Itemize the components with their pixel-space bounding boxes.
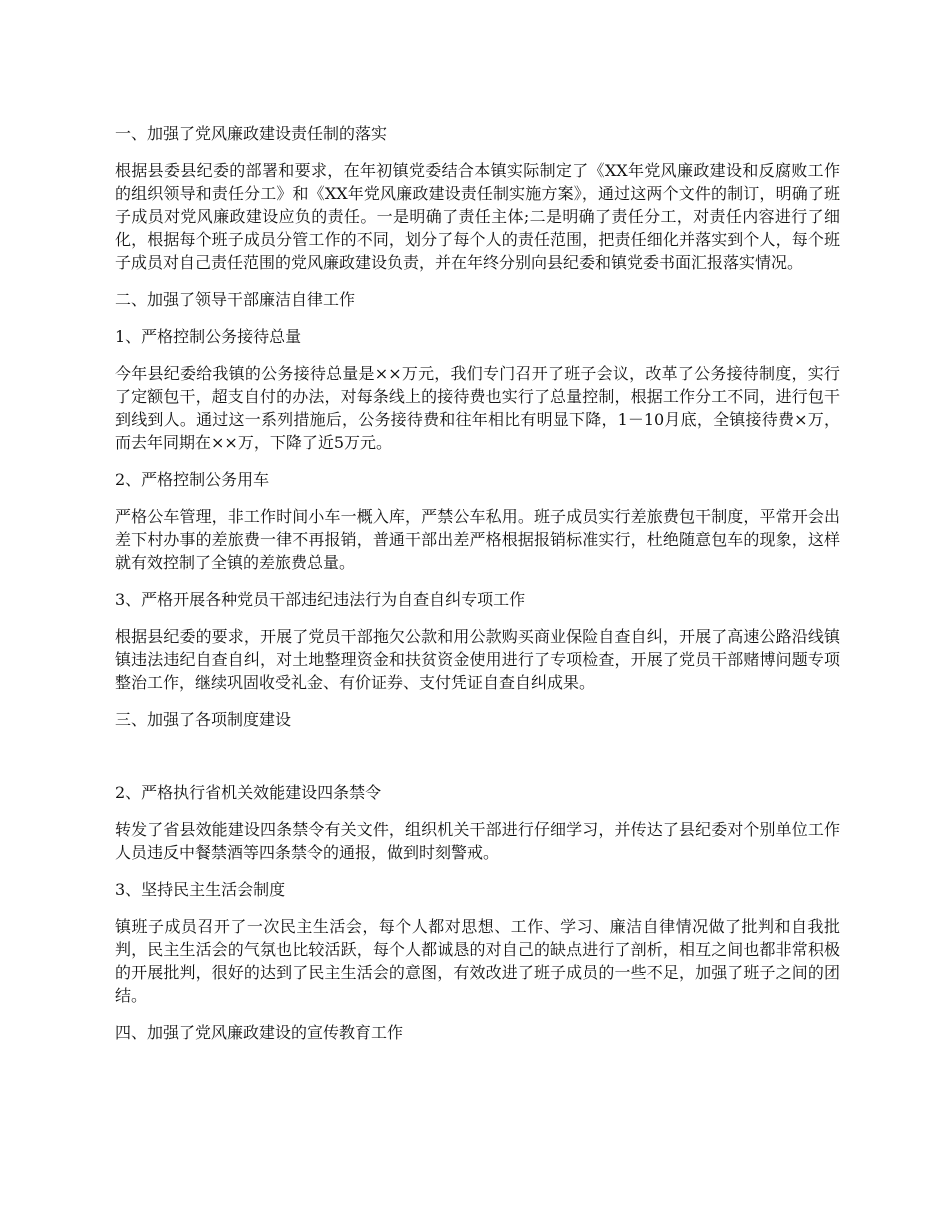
section-heading-4: 四、加强了党风廉政建设的宣传教育工作 [115, 1023, 404, 1042]
paragraph-self-inspection: 根据县纪委的要求，开展了党员干部拖欠公款和用公款购买商业保险自查自纠，开展了高速公路沿线镇镇违法违纪自查自纠，对土地整理资金和扶贫资金使用进行了专项检查，开展了党员干部赌博问题专项整治工作，继续巩固收受礼金、有价证券、支付凭证自查自纠成果。 [115, 627, 840, 692]
subheading-democratic-meeting: 3、坚持民主生活会制度 [115, 880, 286, 899]
document-page [115, 122, 840, 1058]
paragraph-responsibility-system: 根据县委县纪委的部署和要求，在年初镇党委结合本镇实际制定了《XX年党风廉政建设和反腐败工作的组织领导和责任分工》和《XX年党风廉政建设责任制实施方案》，通过这两个文件的制订，明确了班子成员对党风廉政建设应负的责任。一是明确了责任主体;二是明确了责任分工，对责任内容进行了细化，根据每个班子成员分管工作的不同，划分了每个人的责任范围，把责任细化并落实到个人，每个班子成员对自己责任范围的党风廉政建设负责，并在年终分别向县纪委和镇党委书面汇报落实情况。 [115, 161, 840, 272]
subheading-reception-control: 1、严格控制公务接待总量 [115, 327, 302, 346]
paragraph-four-bans: 转发了省县效能建设四条禁令有关文件，组织机关干部进行仔细学习，并传达了县纪委对个别单位工作人员违反中餐禁酒等四条禁令的通报，做到时刻警戒。 [115, 820, 840, 862]
section-heading-3: 三、加强了各项制度建设 [115, 710, 292, 729]
subheading-self-inspection: 3、严格开展各种党员干部违纪违法行为自查自纠专项工作 [115, 590, 526, 609]
paragraph-democratic-meeting: 镇班子成员召开了一次民主生活会，每个人都对思想、工作、学习、廉洁自律情况做了批判和自我批判，民主生活会的气氛也比较活跃，每个人都诚恳的对自己的缺点进行了剖析，相互之间也都非常积极的开展批判，很好的达到了民主生活会的意图，有效改进了班子成员的一些不足，加强了班子之间的团结。 [115, 917, 840, 1005]
section-heading-2: 二、加强了领导干部廉洁自律工作 [115, 290, 356, 309]
blank-gap [115, 745, 840, 781]
paragraph-vehicle-control: 严格公车管理，非工作时间小车一概入库，严禁公车私用。班子成员实行差旅费包干制度，平常开会出差下村办事的差旅费一律不再报销，普通干部出差严格根据报销标准实行，杜绝随意包车的现象，这样就有效控制了全镇的差旅费总量。 [115, 507, 840, 572]
paragraph-reception-control: 今年县纪委给我镇的公务接待总量是××万元，我们专门召开了班子会议，改革了公务接待制度，实行了定额包干，超支自付的办法，对每条线上的接待费也实行了总量控制，根据工作分工不同，进行包干到线到人。通过这一系列措施后，公务接待费和往年相比有明显下降，1－10月底，全镇接待费×万，而去年同期在××万，下降了近5万元。 [115, 364, 840, 452]
subheading-four-bans: 2、严格执行省机关效能建设四条禁令 [115, 783, 382, 802]
subheading-vehicle-control: 2、严格控制公务用车 [115, 470, 270, 489]
section-heading-1: 一、加强了党风廉政建设责任制的落实 [115, 124, 388, 143]
